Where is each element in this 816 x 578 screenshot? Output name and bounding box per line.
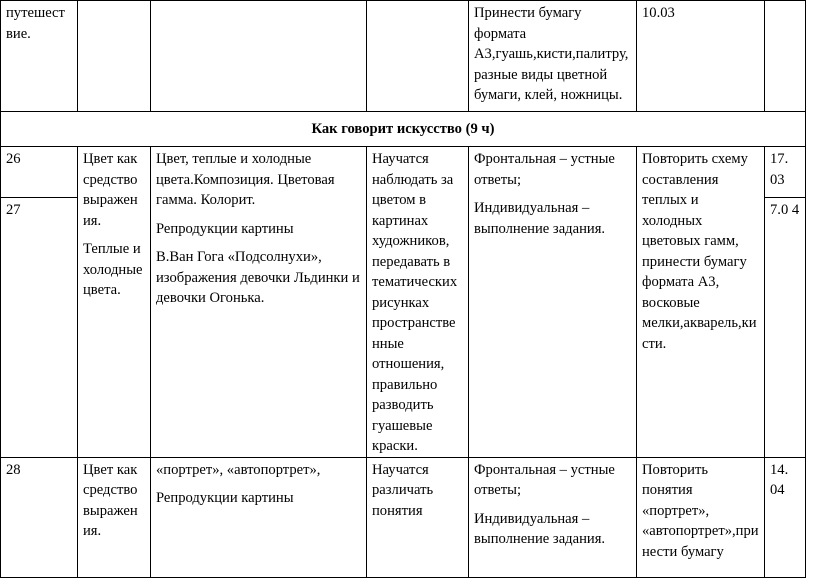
cell-date	[765, 147, 806, 198]
homework-text: Повторить понятия «портрет», «автопортрет»,принести бумагу	[642, 461, 759, 560]
cell-skills	[367, 147, 469, 458]
date-text: 14. 04	[770, 461, 789, 498]
skills-text: Научатся различать понятия	[372, 461, 434, 519]
cell-homework	[469, 1, 637, 112]
form-text: Индивидуальная – выполнение задания.	[474, 510, 606, 547]
section-title: Как говорит искусство (9 ч)	[1, 112, 806, 147]
content-text: Репродукции картины	[156, 490, 294, 506]
cell-form	[469, 457, 637, 577]
cell-date	[765, 457, 806, 577]
cell-content	[151, 147, 367, 458]
topic-text: Цвет как средство выражения.	[83, 151, 138, 229]
content-text: В.Ван Гога «Подсолнухи», изображения девочки Льдинки и девочки Огонька.	[156, 249, 360, 306]
form-text: Фронтальная – устные ответы;	[474, 151, 615, 188]
cell-homework	[637, 457, 765, 577]
cell-topic	[1, 1, 78, 112]
table-row	[1, 147, 806, 198]
cell-empty	[367, 1, 469, 112]
homework-text: Повторить схему составления теплых и холодных цветовых гамм, принести бумагу формата А3, восковые мелки,акварель,кисти.	[642, 151, 757, 352]
lesson-number: 26	[1, 147, 78, 198]
cell-date	[765, 197, 806, 457]
cell-empty	[765, 1, 806, 112]
cell-topic	[78, 457, 151, 577]
homework-text: Принести бумагу формата А3,гуашь,кисти,палитру,разные виды цветной бумаги, клей, ножницы.	[474, 5, 629, 103]
lesson-number: 27	[1, 197, 78, 457]
date-text: 10.03	[642, 5, 675, 21]
cell-empty	[78, 1, 151, 112]
cell-date	[637, 1, 765, 112]
content-text: Репродукции картины	[156, 220, 294, 237]
cell-skills	[367, 457, 469, 577]
lesson-number: 28	[1, 457, 78, 577]
cell-empty	[151, 1, 367, 112]
cell-topic	[78, 147, 151, 458]
form-text: Индивидуальная – выполнение задания.	[474, 200, 606, 237]
topic-text: Теплые и холодные цвета.	[83, 241, 143, 298]
table-row	[1, 1, 806, 112]
form-text: Фронтальная – устные ответы;	[474, 461, 615, 498]
cell-content	[151, 457, 367, 577]
cell-form	[469, 147, 637, 458]
content-text: «портрет», «автопортрет»,	[156, 461, 321, 478]
content-text: Цвет, теплые и холодные цвета.Композиция. Цветовая гамма. Колорит.	[156, 151, 335, 208]
section-row	[1, 112, 806, 147]
date-text: 17. 03	[770, 151, 789, 188]
topic-text: Цвет как средство выражения.	[83, 461, 138, 539]
cell-homework	[637, 147, 765, 458]
table-row	[1, 457, 806, 577]
skills-text: Научатся наблюдать за цветом в картинах художников, передавать в тематических рисунках пространственные отношения, правильно разводить гуашевые краски.	[372, 151, 458, 454]
topic-text: путешест вие.	[6, 5, 65, 42]
date-text: 7.0 4	[770, 201, 800, 218]
